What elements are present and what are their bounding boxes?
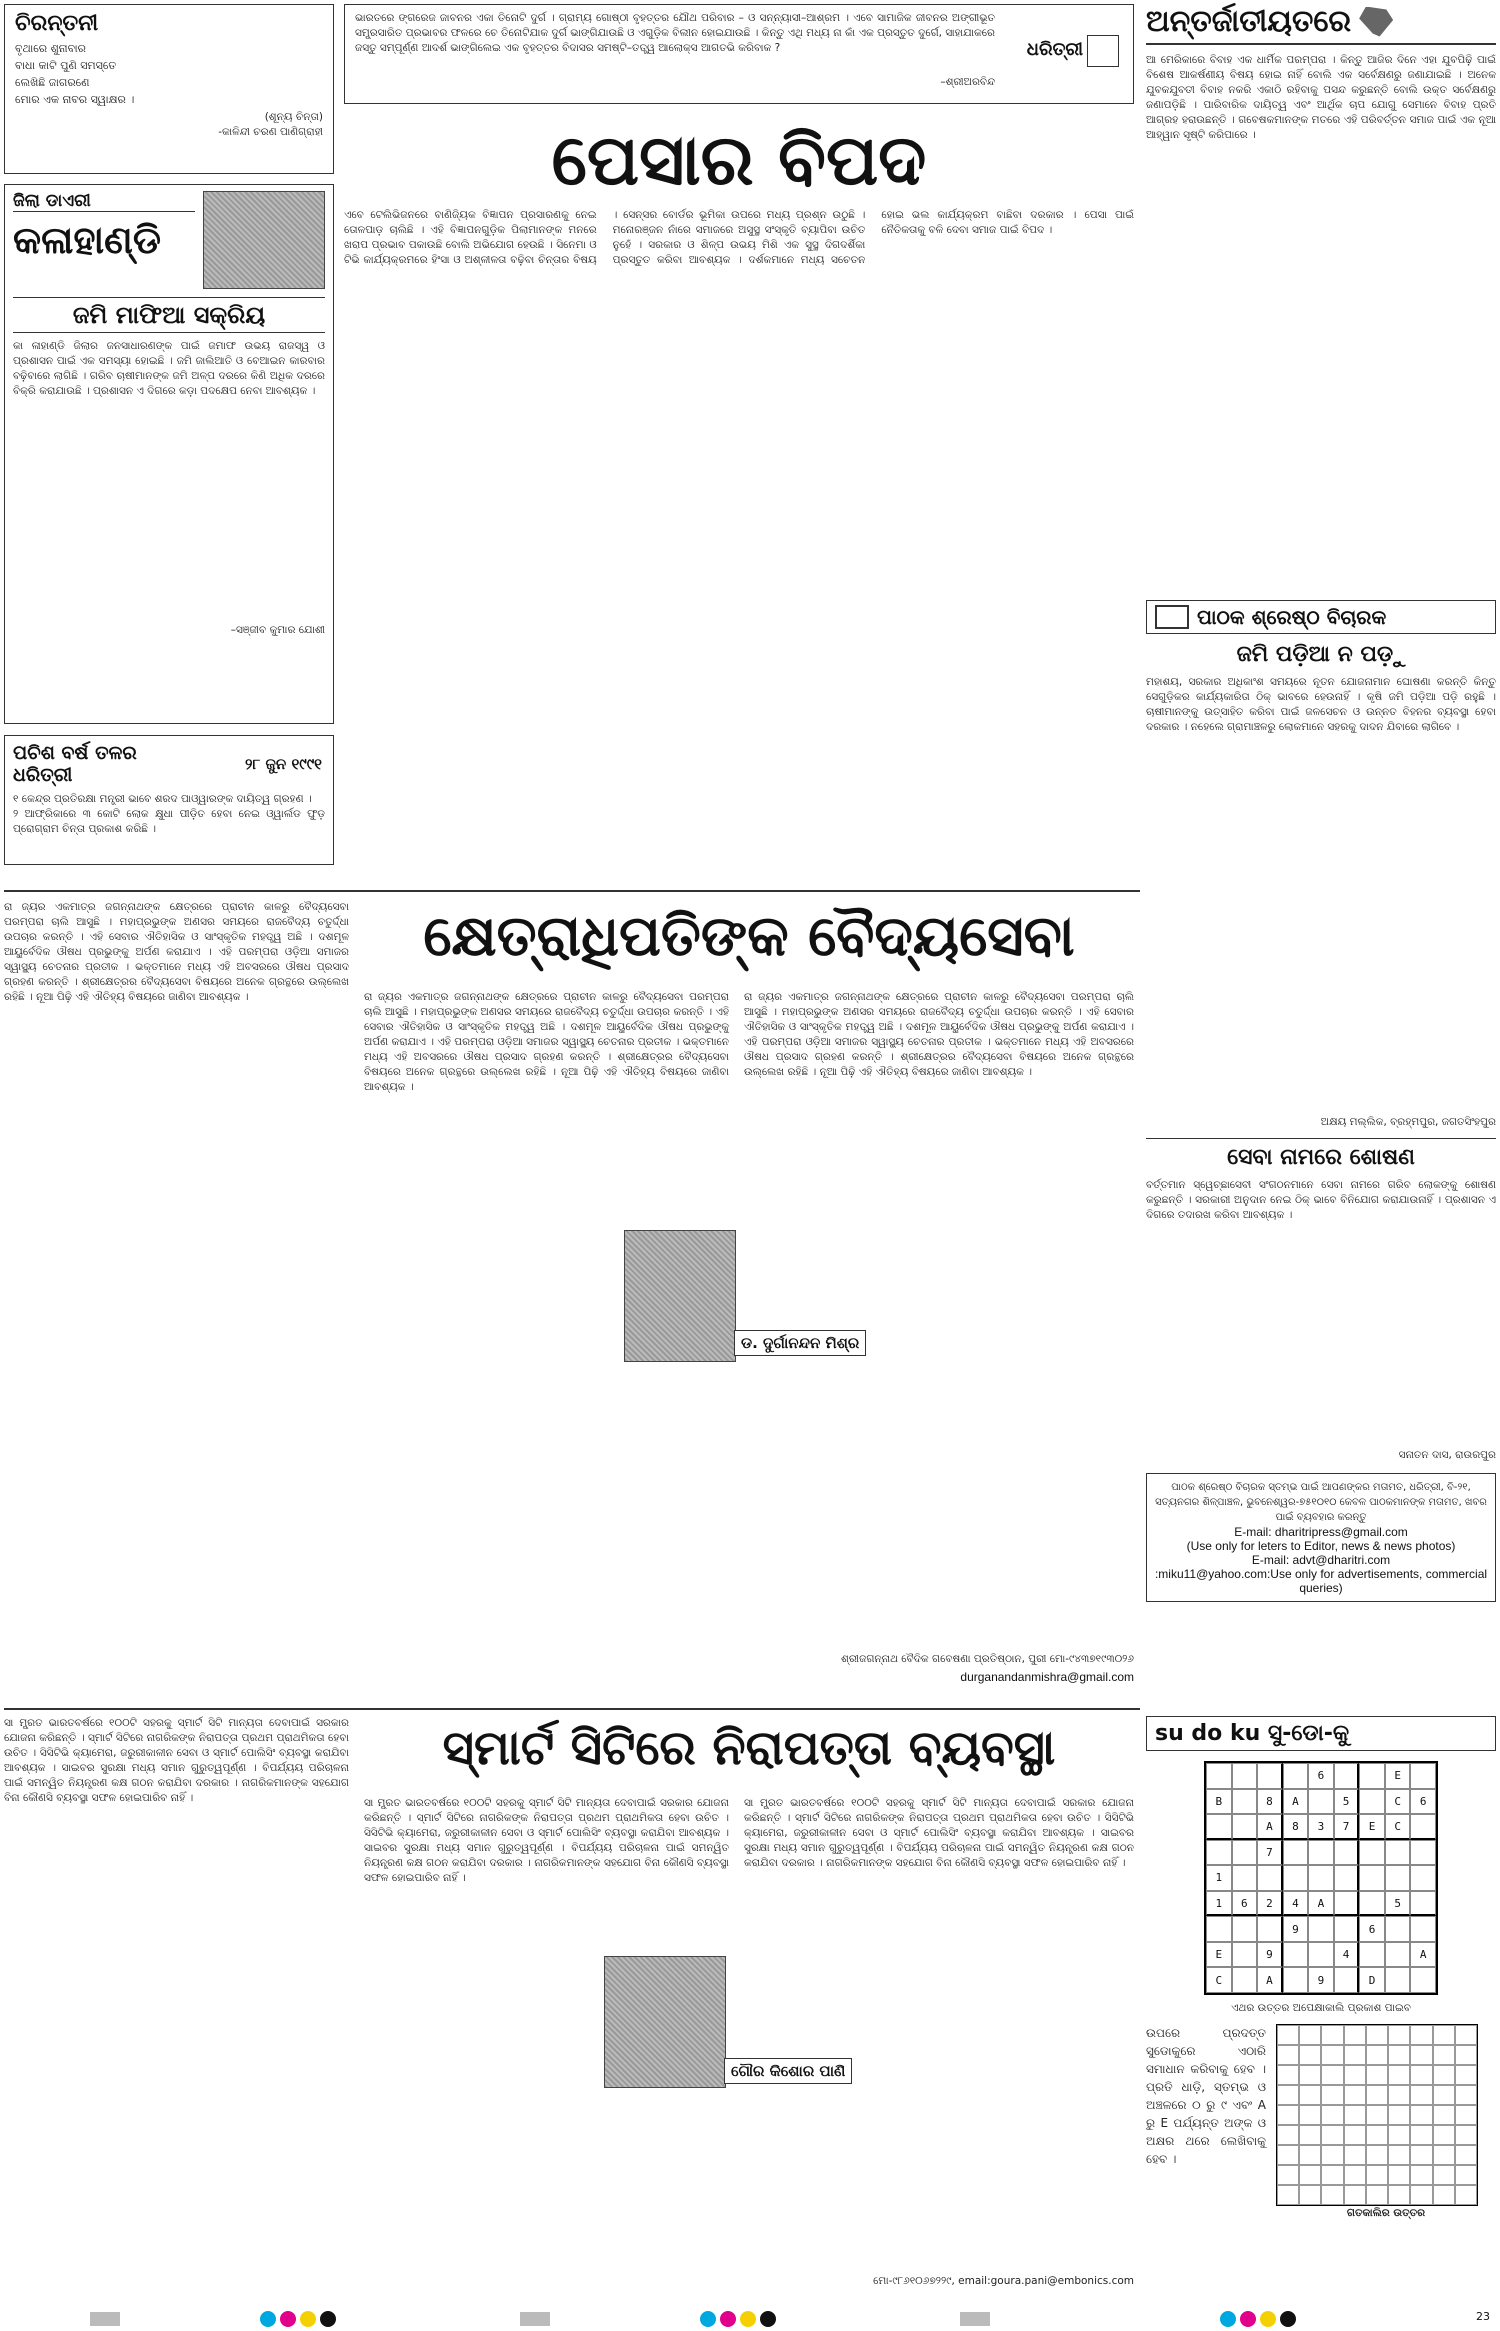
sudoku-cell[interactable]: 1 — [1206, 1865, 1232, 1891]
sudoku-title: su do ku ସୁ-ଡୋ-କୁ — [1146, 1716, 1496, 1751]
sudoku-cell[interactable]: D — [1359, 1967, 1385, 1993]
letter2-text: ବର୍ତ୍ତମାନ ସ୍ୱେଚ୍ଛାସେବୀ ସଂଗଠନମାନେ ସେବା ନାମରେ ଗରିବ ଲୋକଙ୍କୁ ଶୋଷଣ କରୁଛନ୍ତି । ସରକାରୀ ଅନୁଦାନ ନେଇ ଠିକ୍ ଭାବେ ବିନିଯୋଗ କରାଯାଉନାହିଁ । ପ୍ରଶାସନ ଏ ଦିଗରେ ତଦାରଖ କରିବା ଆବଶ୍ୟକ । — [1146, 1179, 1496, 1221]
smart-city-text-col1: ସା ମ୍ପ୍ରତ ଭାରତବର୍ଷରେ ୧୦୦ଟି ସହରକୁ ସ୍ମାର୍ଟ ସିଟି ମାନ୍ୟତା ଦେବାପାଇଁ ସରକାର ଯୋଜନା କରିଛନ୍ତି । ସ୍ମାର୍ଟ ସିଟିରେ ନାଗରିକଙ୍କ ନିରାପତ୍ତା ପ୍ରଥମ ପ୍ରାଥମିକତା ହେବା ଉଚିତ । ସିସିଟିଭି କ୍ୟାମେରା, ଜରୁରୀକାଳୀନ ସେବା ଓ ସ୍ମାର୍ଟ ପୋଲିସିଂ ବ୍ୟବସ୍ଥା କରାଯିବା ଆବଶ୍ୟକ । ସାଇବର ସୁରକ୍ଷା ମଧ୍ୟ ସମାନ ଗୁରୁତ୍ୱପୂର୍ଣ୍ଣ । ବିପର୍ଯ୍ୟୟ ପରିଚାଳନା ପାଇଁ ସମନ୍ୱିତ ନିୟନ୍ତ୍ରଣ କକ୍ଷ ଗଠନ କରାଯିବା ଦରକାର । ନାଗରିକମାନଙ୍କ ସହଯୋଗ ବିନା କୌଣସି ବ୍ୟବସ୍ଥା ସଫଳ ହୋଇପାରିବ ନାହିଁ । — [4, 1717, 349, 1804]
sudoku-cell[interactable] — [1232, 1814, 1258, 1840]
sudoku-cell[interactable] — [1359, 1942, 1385, 1968]
contact-address: ପାଠକ ଶ୍ରେଷ୍ଠ ବିଚାରକ ସ୍ତମ୍ଭ ପାଇଁ ଆପଣଙ୍କର ମତାମତ, ଧରିତ୍ରୀ, ବି-୨୧, ସତ୍ୟନଗର ଶିଳ୍ପାଞ୍ଚଳ, ଭୁବନେଶ୍ୱର-୭୫୧୦୧୦ କେବଳ ପାଠକମାନଙ୍କ ମତାମତ, ଖବର ପାଇଁ ବ୍ୟବହାର କରନ୍ତୁ — [1155, 1482, 1487, 1523]
jilla-diary-author: –ସଞ୍ଜୀବ କୁମାର ଯୋଶୀ — [230, 624, 325, 636]
antarjatika-text: ଆ ମେରିକାରେ ବିବାହ ଏକ ଧାର୍ମିକ ପରମ୍ପରା । କିନ୍ତୁ ଆଜିର ଦିନେ ଏହା ଯୁବପିଢ଼ି ପାଇଁ ବିଶେଷ ଆକର୍ଷଣୀୟ ବିଷୟ ହୋଇ ନାହିଁ ବୋଲି ଏକ ସର୍ବେକ୍ଷଣରୁ ଜଣାଯାଇଛି । ଅନେକ ଯୁବକଯୁବତୀ ବିବାହ ନକରି ଏକାଠି ରହିବାକୁ ପସନ୍ଦ କରୁଛନ୍ତି ବୋଲି ଉକ୍ତ ସର୍ବେକ୍ଷଣରୁ ଜଣାପଡ଼ିଛି । ପାରିବାରିକ ଦାୟିତ୍ୱ ଏବଂ ଆର୍ଥିକ ଚାପ ଯୋଗୁ ସେମାନେ ବିବାହ ପ୍ରତି ଆଗ୍ରହ ହରାଉଛନ୍ତି । ଗବେଷକମାନଙ୍କ ମତରେ ଏହି ପରିବର୍ତ୍ତନ ସମାଜ ପାଇଁ ଏକ ନୂଆ ଆହ୍ୱାନ ସୃଷ୍ଟି କରିପାରେ । — [1146, 54, 1496, 141]
sudoku-cell[interactable]: 5 — [1334, 1789, 1360, 1815]
sudoku-cell[interactable]: A — [1410, 1942, 1436, 1968]
solution-cell — [1321, 2185, 1343, 2205]
solution-cell — [1277, 2045, 1299, 2065]
letter2-title: ସେବା ନାମରେ ଶୋଷଣ — [1146, 1138, 1496, 1170]
sudoku-cell[interactable]: E — [1359, 1814, 1385, 1840]
solution-cell — [1388, 2145, 1410, 2165]
sudoku-cell[interactable] — [1359, 1891, 1385, 1917]
solution-cell — [1410, 2065, 1432, 2085]
kshetra-address: ଶ୍ରୀଜଗନ୍ନାଥ ବୈଦିକ ଗବେଷଣା ପ୍ରତିଷ୍ଠାନ, ପୁରୀ ମୋ-୯୪୩୭୧୯୩୦୨୬ — [841, 1653, 1134, 1665]
previous-sudoku-solution — [1276, 2024, 1478, 2206]
print-marks-footer — [0, 2306, 1500, 2331]
solution-cell — [1455, 2185, 1477, 2205]
sudoku-cell[interactable]: 6 — [1410, 1789, 1436, 1815]
pachisa-barsha-date: ୨୮ ଜୁନ ୧୯୯୧ — [245, 755, 322, 773]
sudoku-cell[interactable] — [1232, 1865, 1258, 1891]
solution-cell — [1366, 2025, 1388, 2045]
solution-cell — [1321, 2065, 1343, 2085]
solution-cell — [1388, 2025, 1410, 2045]
solution-cell — [1455, 2085, 1477, 2105]
sudoku-cell[interactable]: A — [1308, 1891, 1334, 1917]
sudoku-cell[interactable] — [1206, 1916, 1232, 1942]
solution-cell — [1344, 2105, 1366, 2125]
letter1-title: ଜମି ପଡ଼ିଆ ନ ପଡ଼ୁ — [1236, 642, 1406, 667]
solution-cell — [1344, 2165, 1366, 2185]
kshetra-email[interactable]: durganandanmishra@gmail.com — [960, 1670, 1134, 1684]
sudoku-grid[interactable] — [1204, 1761, 1438, 1995]
solution-cell — [1455, 2045, 1477, 2065]
sudoku-cell[interactable]: A — [1283, 1789, 1309, 1815]
smart-city-text-col3: ସା ମ୍ପ୍ରତ ଭାରତବର୍ଷରେ ୧୦୦ଟି ସହରକୁ ସ୍ମାର୍ଟ ସିଟି ମାନ୍ୟତା ଦେବାପାଇଁ ସରକାର ଯୋଜନା କରିଛନ୍ତି । ସ୍ମାର୍ଟ ସିଟିରେ ନାଗରିକଙ୍କ ନିରାପତ୍ତା ପ୍ରଥମ ପ୍ରାଥମିକତା ହେବା ଉଚିତ । ସିସିଟିଭି କ୍ୟାମେରା, ଜରୁରୀକାଳୀନ ସେବା ଓ ସ୍ମାର୍ଟ ପୋଲିସିଂ ବ୍ୟବସ୍ଥା କରାଯିବା ଆବଶ୍ୟକ । ସାଇବର ସୁରକ୍ଷା ମଧ୍ୟ ସମାନ ଗୁରୁତ୍ୱପୂର୍ଣ୍ଣ । ବିପର୍ଯ୍ୟୟ ପରିଚାଳନା ପାଇଁ ସମନ୍ୱିତ ନିୟନ୍ତ୍ରଣ କକ୍ଷ ଗଠନ କରାଯିବା ଦରକାର । ନାଗରିକମାନଙ୍କ ସହଯୋଗ ବିନା କୌଣସି ବ୍ୟବସ୍ଥା ସଫଳ ହୋଇପାରିବ ନାହିଁ । — [744, 1797, 1134, 1869]
sudoku-cell[interactable] — [1359, 1865, 1385, 1891]
sudoku-cell[interactable]: 4 — [1283, 1891, 1309, 1917]
sudoku-cell[interactable] — [1232, 1967, 1258, 1993]
letter1-author: ଅକ୍ଷୟ ମଲ୍ଲିକ, ବ୍ରହ୍ମପୁର, ଜଗତସିଂହପୁର — [1320, 1116, 1496, 1128]
smart-city-author: ଗୌର କିଶୋର ପାଣି — [724, 2058, 852, 2084]
solution-cell — [1299, 2025, 1321, 2045]
sudoku-cell[interactable] — [1410, 1967, 1436, 1993]
contact-email2[interactable]: E-mail: advt@dharitri.com — [1251, 1553, 1391, 1567]
contact-box — [1146, 1473, 1496, 1602]
dharitri-logo: ଧରିତ୍ରୀ — [1026, 39, 1083, 60]
solution-cell — [1433, 2065, 1455, 2085]
sudoku-cell[interactable] — [1232, 1916, 1258, 1942]
sudoku-cell[interactable] — [1206, 1840, 1232, 1866]
yellow-dot — [300, 2311, 316, 2327]
envelope-icon — [1155, 605, 1189, 629]
sudoku-cell[interactable]: 8 — [1283, 1814, 1309, 1840]
black-dot — [320, 2311, 336, 2327]
sudoku-cell[interactable] — [1410, 1865, 1436, 1891]
solution-cell — [1321, 2045, 1343, 2065]
solution-cell — [1321, 2145, 1343, 2165]
solution-cell — [1344, 2145, 1366, 2165]
letter1-text: ମହାଶୟ, ସରକାର ଅଧିକାଂଶ ସମୟରେ ନୂତନ ଯୋଜନାମାନ ଘୋଷଣା କରନ୍ତି କିନ୍ତୁ ସେଗୁଡ଼ିକର କାର୍ଯ୍ୟକାରିତା ଠିକ୍ ଭାବରେ ହେଉନାହିଁ । କୃଷି ଜମି ପଡ଼ିଆ ପଡ଼ି ରହୁଛି । ଚାଷୀମାନଙ୍କୁ ଉତ୍ସାହିତ କରିବା ପାଇଁ ଜଳସେଚନ ଓ ଉନ୍ନତ ବିହନର ବ୍ୟବସ୍ଥା ହେବା ଦରକାର । ନହେଲେ ଗ୍ରାମାଞ୍ଚଳରୁ ଲୋକମାନେ ସହରକୁ ଦାଦନ ଯିବାରେ ଲାଗିବେ । — [1146, 676, 1496, 733]
solution-cell — [1410, 2025, 1432, 2045]
grey-bar — [90, 2312, 120, 2326]
solution-cell — [1321, 2165, 1343, 2185]
sudoku-cell[interactable] — [1410, 1763, 1436, 1789]
sudoku-cell[interactable] — [1334, 1891, 1360, 1917]
sudoku-cell[interactable]: 7 — [1257, 1840, 1283, 1866]
solution-cell — [1433, 2145, 1455, 2165]
sudoku-cell[interactable] — [1257, 1916, 1283, 1942]
dharitri-emblem-icon — [1087, 35, 1119, 67]
solution-cell — [1455, 2125, 1477, 2145]
sudoku-cell[interactable] — [1334, 1763, 1360, 1789]
solution-cell — [1455, 2025, 1477, 2045]
sudoku-cell[interactable]: E — [1206, 1942, 1232, 1968]
solution-cell — [1277, 2025, 1299, 2045]
temple-photo — [203, 191, 325, 289]
sudoku-cell[interactable] — [1359, 1789, 1385, 1815]
solution-cell — [1299, 2185, 1321, 2205]
jilla-diary-headline: ଜମି ମାଫିଆ ସକ୍ରିୟ — [13, 297, 325, 333]
solution-cell — [1455, 2105, 1477, 2125]
sudoku-cell[interactable] — [1385, 1942, 1411, 1968]
solution-cell — [1366, 2145, 1388, 2165]
pathaka-heading: ପାଠକ ଶ୍ରେଷ୍ଠ ବିଚାରକ — [1197, 605, 1387, 629]
page-number: 23 — [1476, 2310, 1490, 2323]
solution-cell — [1277, 2185, 1299, 2205]
solution-cell — [1277, 2165, 1299, 2185]
black-dot — [1280, 2311, 1296, 2327]
sudoku-cell[interactable] — [1206, 1763, 1232, 1789]
sudoku-cell[interactable] — [1385, 1967, 1411, 1993]
sudoku-cell[interactable]: 6 — [1308, 1763, 1334, 1789]
sudoku-cell[interactable] — [1334, 1840, 1360, 1866]
chirantani-author: -କାଳିନ୍ଦୀ ଚରଣ ପାଣିଗ୍ରାହୀ — [218, 126, 323, 138]
sudoku-cell[interactable]: E — [1385, 1763, 1411, 1789]
solution-cell — [1388, 2045, 1410, 2065]
sudoku-cell[interactable] — [1359, 1840, 1385, 1866]
solution-cell — [1344, 2065, 1366, 2085]
solution-cell — [1410, 2165, 1432, 2185]
sudoku-cell[interactable] — [1232, 1763, 1258, 1789]
sudoku-instructions: ଉପରେ ପ୍ରଦତ୍ତ ସୁଡୋକୁରେ ଏଠାରି ସମାଧାନ କରିବାକୁ ହେବ । ପ୍ରତି ଧାଡ଼ି, ସ୍ତମ୍ଭ ଓ ଅଞ୍ଚଳରେ ୦ ରୁ ୯ ଏବଂ A ରୁ E ପର୍ଯ୍ୟନ୍ତ ଅଙ୍କ ଓ ଅକ୍ଷର ଥରେ ଲେଖିବାକୁ ହେବ । — [1146, 2026, 1266, 2166]
solution-cell — [1366, 2105, 1388, 2125]
kshetra-author: ଡ. ଦୁର୍ଗାନନ୍ଦନ ମିଶ୍ର — [734, 1330, 866, 1356]
sudoku-cell[interactable]: 4 — [1334, 1942, 1360, 1968]
solution-cell — [1410, 2145, 1432, 2165]
solution-cell — [1277, 2145, 1299, 2165]
sudoku-cell[interactable] — [1308, 1916, 1334, 1942]
sudoku-cell[interactable] — [1334, 1865, 1360, 1891]
sudoku-cell[interactable] — [1334, 1916, 1360, 1942]
solution-cell — [1410, 2085, 1432, 2105]
grey-bar — [520, 2312, 550, 2326]
sudoku-cell[interactable] — [1385, 1840, 1411, 1866]
solution-cell — [1277, 2105, 1299, 2125]
solution-cell — [1366, 2085, 1388, 2105]
solution-cell — [1455, 2145, 1477, 2165]
solution-cell — [1410, 2185, 1432, 2205]
solution-cell — [1410, 2125, 1432, 2145]
solution-cell — [1321, 2105, 1343, 2125]
sudoku-cell[interactable]: 7 — [1334, 1814, 1360, 1840]
sudoku-section — [1146, 1716, 1496, 2296]
sudoku-cell[interactable] — [1283, 1763, 1309, 1789]
solution-cell — [1433, 2165, 1455, 2185]
solution-cell — [1366, 2185, 1388, 2205]
sudoku-cell[interactable]: A — [1257, 1967, 1283, 1993]
sudoku-cell[interactable] — [1283, 1840, 1309, 1866]
solution-cell — [1433, 2125, 1455, 2145]
solution-cell — [1410, 2045, 1432, 2065]
solution-cell — [1344, 2025, 1366, 2045]
sudoku-cell[interactable] — [1308, 1789, 1334, 1815]
sudoku-cell[interactable] — [1232, 1840, 1258, 1866]
dharitri-quote-author: –ଶ୍ରୀଅରବିନ୍ଦ — [940, 76, 995, 88]
solution-cell — [1366, 2045, 1388, 2065]
antarjatika-heading: ଅନ୍ତର୍ଜାତୀୟତରେ — [1146, 4, 1352, 39]
jilla-diary-box — [4, 184, 334, 724]
sudoku-cell[interactable]: 9 — [1257, 1942, 1283, 1968]
pesara-bipada-text: ଏବେ ଟେଲିଭିଜନରେ ବାଣିଜ୍ୟିକ ବିଜ୍ଞାପନ ପ୍ରସାରଣକୁ ନେଇ ତୋଳପାଡ଼ ଚାଲିଛି । ଏହି ବିଜ୍ଞାପନଗୁଡ଼ିକ ପିଲାମାନଙ୍କ ମନରେ ଖରାପ ପ୍ରଭାବ ପକାଉଛି ବୋଲି ଅଭିଯୋଗ ହେଉଛି । ସିନେମା ଓ ଟିଭି କାର୍ଯ୍ୟକ୍ରମରେ ହିଂସା ଓ ଅଶ୍ଳୀଳତା ବଢ଼ିବା ଚିନ୍ତାର ବିଷୟ । ସେନ୍ସର ବୋର୍ଡର ଭୂମିକା ଉପରେ ମଧ୍ୟ ପ୍ରଶ୍ନ ଉଠୁଛି । ମନୋରଞ୍ଜନ ନାଁରେ ସମାଜରେ ଅସୁସ୍ଥ ସଂସ୍କୃତି ବ୍ୟାପିବା ଉଚିତ ନୁହେଁ । ସରକାର ଓ ଶିଳ୍ପ ଉଭୟ ମିଶି ଏକ ସୁସ୍ଥ ଦିଗଦର୍ଶିକା ପ୍ରସ୍ତୁତ କରିବା ଆବଶ୍ୟକ । ଦର୍ଶକମାନେ ମଧ୍ୟ ସଚେତନ ହୋଇ ଭଲ କାର୍ଯ୍ୟକ୍ରମ ବାଛିବା ଦରକାର । ପେସା ପାଇଁ ନୈତିକତାକୁ ବଳି ଦେବା ସମାଜ ପାଇଁ ବିପଦ । — [344, 209, 1134, 266]
sudoku-cell[interactable]: 9 — [1283, 1916, 1309, 1942]
solution-cell — [1277, 2065, 1299, 2085]
sudoku-cell[interactable]: 1 — [1206, 1891, 1232, 1917]
india-map-icon — [1359, 7, 1393, 37]
sudoku-cell[interactable]: 3 — [1308, 1814, 1334, 1840]
sudoku-cell[interactable] — [1410, 1916, 1436, 1942]
solution-cell — [1388, 2065, 1410, 2085]
sudoku-cell[interactable] — [1410, 1814, 1436, 1840]
sudoku-cell[interactable] — [1308, 1840, 1334, 1866]
antarjatika-section — [1146, 4, 1496, 594]
kshetra-text-col2: ରା ଜ୍ୟର ଏକମାତ୍ର ଜଗନ୍ନାଥଙ୍କ କ୍ଷେତ୍ରରେ ପ୍ରାଚୀନ କାଳରୁ ବୈଦ୍ୟସେବା ପରମ୍ପରା ଚାଲି ଆସୁଛି । ମହାପ୍ରଭୁଙ୍କ ଅଣସର ସମୟରେ ରାଜବୈଦ୍ୟ ଚତୁର୍ଦ୍ଦ୍ଧା ଉପଚାର କରନ୍ତି । ଏହି ସେବାର ଐତିହାସିକ ଓ ସାଂସ୍କୃତିକ ମହତ୍ତ୍ୱ ଅଛି । ଦଶମୂଳ ଆୟୁର୍ବେଦିକ ଔଷଧ ପ୍ରଭୁଙ୍କୁ ଅର୍ପଣ କରାଯାଏ । ଏହି ପରମ୍ପରା ଓଡ଼ିଆ ସମାଜର ସ୍ୱାସ୍ଥ୍ୟ ଚେତନାର ପ୍ରତୀକ । ଭକ୍ତମାନେ ମଧ୍ୟ ଏହି ଅବସରରେ ଔଷଧ ପ୍ରସାଦ ଗ୍ରହଣ କରନ୍ତି । ଶ୍ରୀକ୍ଷେତ୍ରର ବୈଦ୍ୟସେବା ବିଷୟରେ ଅନେକ ଗ୍ରନ୍ଥରେ ଉଲ୍ଲେଖ ରହିଛି । ନୂଆ ପିଢ଼ି ଏହି ଐତିହ୍ୟ ବିଷୟରେ ଜାଣିବା ଆବଶ୍ୟକ । — [364, 991, 729, 1093]
sudoku-cell[interactable] — [1410, 1891, 1436, 1917]
black-dot — [760, 2311, 776, 2327]
sudoku-cell[interactable] — [1232, 1942, 1258, 1968]
pachisa-barsha-label: ପଚିଶ ବର୍ଷ ତଳର ଧରିତ୍ରୀ — [13, 742, 137, 786]
pachisa-barsha-text: ୧ କେନ୍ଦ୍ର ପ୍ରତିରକ୍ଷା ମନ୍ତ୍ରୀ ଭାବେ ଶରଦ ପାଓ୍ୱାରଙ୍କ ଦାୟିତ୍ୱ ଗ୍ରହଣ । ୨ ଆଫ୍ରିକାରେ ୩ କୋଟି ଲୋକ କ୍ଷୁଧା ପୀଡ଼ିତ ହେବା ନେଇ ଓ୍ୱାର୍ଲଡ ଫୁଡ଼ ପ୍ରୋଗ୍ରାମ ଚିନ୍ତା ପ୍ରକାଶ କରିଛି । — [13, 793, 325, 835]
sudoku-cell[interactable]: 6 — [1232, 1891, 1258, 1917]
contact-email3[interactable]: :miku11@yahoo.com:Use only for advertisements, commercial queries) — [1154, 1567, 1488, 1595]
jilla-diary-label: ଜିଲା ଡାଏରୀ — [13, 191, 195, 212]
author-photo-goura — [604, 1956, 726, 2088]
solution-cell — [1321, 2085, 1343, 2105]
magenta-dot — [720, 2311, 736, 2327]
solution-cell — [1433, 2045, 1455, 2065]
solution-cell — [1344, 2085, 1366, 2105]
section-divider-2 — [4, 1708, 1140, 1710]
pachisa-barsha-box — [4, 735, 334, 865]
sudoku-cell[interactable]: 8 — [1257, 1789, 1283, 1815]
solution-cell — [1299, 2105, 1321, 2125]
solution-cell — [1277, 2125, 1299, 2145]
chirantani-source: (ଶୂନ୍ୟ ଚିନ୍ତା) — [264, 111, 323, 123]
solution-cell — [1388, 2125, 1410, 2145]
pesara-bipada-section — [344, 112, 1134, 882]
solution-cell — [1299, 2145, 1321, 2165]
sudoku-cell[interactable]: 6 — [1359, 1916, 1385, 1942]
yellow-dot — [740, 2311, 756, 2327]
sudoku-cell[interactable] — [1385, 1865, 1411, 1891]
district-name: କଳାହାଣ୍ଡି — [13, 218, 162, 262]
sudoku-cell[interactable] — [1385, 1916, 1411, 1942]
sudoku-cell[interactable] — [1410, 1840, 1436, 1866]
solution-cell — [1344, 2125, 1366, 2145]
solution-cell — [1455, 2165, 1477, 2185]
jilla-diary-text: କା ଳାହାଣ୍ଡି ଜିଲାର ଜନସାଧାରଣଙ୍କ ପାଇଁ ଜମାଫ ଉଭୟ ରାଜସ୍ୱ ଓ ପ୍ରଶାସନ ପାଇଁ ଏକ ସମସ୍ୟା ହୋଇଛି । ଜମି ଜାଲିଆତି ଓ ବେଆଇନ କାରବାର ବଢ଼ିବାରେ ଲାଗିଛି । ଗରିବ ଚାଷୀମାନଙ୍କ ଜମି ଅଳ୍ପ ଦରରେ କିଣି ଅଧିକ ଦରରେ ବିକ୍ରି କରାଯାଉଛି । ପ୍ରଶାସନ ଏ ଦିଗରେ କଡ଼ା ପଦକ୍ଷେପ ନେବା ଆବଶ୍ୟକ । — [13, 340, 325, 397]
cyan-dot — [260, 2311, 276, 2327]
smart-city-headline: ସ୍ମାର୍ଟ ସିଟିରେ ନିରାପତ୍ତା ବ୍ୟବସ୍ଥା — [442, 1720, 1056, 1776]
smart-city-text-col2: ସା ମ୍ପ୍ରତ ଭାରତବର୍ଷରେ ୧୦୦ଟି ସହରକୁ ସ୍ମାର୍ଟ ସିଟି ମାନ୍ୟତା ଦେବାପାଇଁ ସରକାର ଯୋଜନା କରିଛନ୍ତି । ସ୍ମାର୍ଟ ସିଟିରେ ନାଗରିକଙ୍କ ନିରାପତ୍ତା ପ୍ରଥମ ପ୍ରାଥମିକତା ହେବା ଉଚିତ । ସିସିଟିଭି କ୍ୟାମେରା, ଜରୁରୀକାଳୀନ ସେବା ଓ ସ୍ମାର୍ଟ ପୋଲିସିଂ ବ୍ୟବସ୍ଥା କରାଯିବା ଆବଶ୍ୟକ । ସାଇବର ସୁରକ୍ଷା ମଧ୍ୟ ସମାନ ଗୁରୁତ୍ୱପୂର୍ଣ୍ଣ । ବିପର୍ଯ୍ୟୟ ପରିଚାଳନା ପାଇଁ ସମନ୍ୱିତ ନିୟନ୍ତ୍ରଣ କକ୍ଷ ଗଠନ କରାଯିବା ଦରକାର । ନାଗରିକମାନଙ୍କ ସହଯୋଗ ବିନା କୌଣସି ବ୍ୟବସ୍ଥା ସଫଳ ହୋଇପାରିବ ନାହିଁ । — [364, 1797, 729, 1884]
magenta-dot — [280, 2311, 296, 2327]
solution-cell — [1299, 2085, 1321, 2105]
yellow-dot — [1260, 2311, 1276, 2327]
solution-cell — [1299, 2165, 1321, 2185]
chirantani-text: ବୃଥାରେ ଶୁନାବାର ବାଧା କାଟି ପୁଣି ସମସ୍ତେ ଲେଖିଛି ଜାଗରଣେ ମୋର ଏକ ନାବର ସ୍ୱାକ୍ଷର । — [15, 42, 135, 106]
solution-cell — [1366, 2125, 1388, 2145]
solution-cell — [1388, 2105, 1410, 2125]
sudoku-cell[interactable] — [1206, 1814, 1232, 1840]
pesara-bipada-headline: ପେସାର ବିପଦ — [551, 119, 927, 201]
solution-cell — [1433, 2185, 1455, 2205]
sudoku-cell[interactable] — [1232, 1789, 1258, 1815]
kshetra-text-col3: ରା ଜ୍ୟର ଏକମାତ୍ର ଜଗନ୍ନାଥଙ୍କ କ୍ଷେତ୍ରରେ ପ୍ରାଚୀନ କାଳରୁ ବୈଦ୍ୟସେବା ପରମ୍ପରା ଚାଲି ଆସୁଛି । ମହାପ୍ରଭୁଙ୍କ ଅଣସର ସମୟରେ ରାଜବୈଦ୍ୟ ଚତୁର୍ଦ୍ଦ୍ଧା ଉପଚାର କରନ୍ତି । ଏହି ସେବାର ଐତିହାସିକ ଓ ସାଂସ୍କୃତିକ ମହତ୍ତ୍ୱ ଅଛି । ଦଶମୂଳ ଆୟୁର୍ବେଦିକ ଔଷଧ ପ୍ରଭୁଙ୍କୁ ଅର୍ପଣ କରାଯାଏ । ଏହି ପରମ୍ପରା ଓଡ଼ିଆ ସମାଜର ସ୍ୱାସ୍ଥ୍ୟ ଚେତନାର ପ୍ରତୀକ । ଭକ୍ତମାନେ ମଧ୍ୟ ଏହି ଅବସରରେ ଔଷଧ ପ୍ରସାଦ ଗ୍ରହଣ କରନ୍ତି । ଶ୍ରୀକ୍ଷେତ୍ରର ବୈଦ୍ୟସେବା ବିଷୟରେ ଅନେକ ଗ୍ରନ୍ଥରେ ଉଲ୍ଲେଖ ରହିଛି । ନୂଆ ପିଢ଼ି ଏହି ଐତିହ୍ୟ ବିଷୟରେ ଜାଣିବା ଆବଶ୍ୟକ । — [744, 991, 1134, 1078]
sudoku-caption: ଏଥର ଉତ୍ତର ଅପେକ୍ଷାକାଲି ପ୍ରକାଶ ପାଇବ — [1231, 2002, 1411, 2014]
smart-city-contact[interactable]: ମୋ-୯୮୬୧୦୬୭୨୨୯, email:goura.pani@embonics.com — [873, 2275, 1134, 2287]
solution-cell — [1299, 2045, 1321, 2065]
sudoku-cell[interactable] — [1283, 1865, 1309, 1891]
chirantani-box — [4, 4, 334, 174]
chirantani-title: ଚିରନ୍ତନୀ — [15, 11, 99, 36]
solution-cell — [1433, 2085, 1455, 2105]
solution-cell — [1455, 2065, 1477, 2085]
sudoku-cell[interactable] — [1257, 1865, 1283, 1891]
magenta-dot — [1240, 2311, 1256, 2327]
solution-cell — [1299, 2125, 1321, 2145]
kshetra-headline: କ୍ଷେତ୍ରାଧିପତିଙ୍କ ବୈଦ୍ୟସେବା — [423, 904, 1075, 969]
solution-cell — [1366, 2165, 1388, 2185]
solution-cell — [1388, 2185, 1410, 2205]
sudoku-cell[interactable]: A — [1257, 1814, 1283, 1840]
sudoku-cell[interactable] — [1334, 1967, 1360, 1993]
sudoku-cell[interactable] — [1308, 1865, 1334, 1891]
dharitri-quote-text: ଭାରତରେ ଙ୍ଗରେଜ ଜାବନର ଏକା ତିନୋଟି ଦୁର୍ଗ । ଗ୍ରାମ୍ୟ ଗୋଷ୍ଠୀ ବୃହତ୍ତର ଯୌଥ ପରିବାର – ଓ ସନ୍ନ୍ୟାସୀ–ଆଶ୍ରମ । ଏବେ ସାମାଜିକ ଜୀବନର ଅଙ୍ଗୀଭୂତ ସମ୍ପ୍ରସାରିତ ପ୍ରଭାବର ଫଳରେ ଚେ ତିନୋଟିଯାକ ଦୁର୍ଗ ଭାଙ୍ଗିଯାଉଛି ଓ ଏଗୁଡ଼ିକ ବିଲୀନ ହୋଇଯାଉଛି । କିନ୍ତୁ ଏଥି ମଧ୍ୟ ନା କାଁ ଏକ ପ୍ରସ୍ତୁତ ଦୁର୍ଗେ, ସାହାଯାକରେ ଜସ୍ତୁ ସମ୍ପୂର୍ଣ୍ଣ ଆଦର୍ଶ ଭାଙ୍ଗିଲେଇ ଏକ ବୃହତ୍ତର ବିଦାସର ସମଷ୍ଟି–ତତ୍ତ୍ୱ ଆଲୋକ୍ସ ଆଗତଭି କରିବାକ ? — [355, 12, 995, 54]
previous-solution-title: ଗତକାଲିର ଉତ୍ତର — [1346, 2207, 1426, 2219]
solution-cell — [1433, 2025, 1455, 2045]
solution-cell — [1366, 2065, 1388, 2085]
sudoku-cell[interactable] — [1308, 1942, 1334, 1968]
contact-email1[interactable]: E-mail: dharitripress@gmail.com — [1234, 1525, 1408, 1539]
section-divider — [4, 890, 1140, 892]
solution-cell — [1344, 2185, 1366, 2205]
sudoku-cell[interactable]: 5 — [1385, 1891, 1411, 1917]
solution-cell — [1277, 2085, 1299, 2105]
sudoku-cell[interactable]: C — [1385, 1789, 1411, 1815]
contact-email1-note: (Use only for leters to Editor, news & news photos) — [1186, 1539, 1456, 1553]
sudoku-cell[interactable]: 2 — [1257, 1891, 1283, 1917]
solution-cell — [1388, 2085, 1410, 2105]
sudoku-cell[interactable]: B — [1206, 1789, 1232, 1815]
solution-cell — [1321, 2025, 1343, 2045]
sudoku-cell[interactable]: C — [1206, 1967, 1232, 1993]
sudoku-cell[interactable]: C — [1385, 1814, 1411, 1840]
solution-cell — [1299, 2065, 1321, 2085]
pathaka-section — [1146, 600, 1496, 1710]
solution-cell — [1388, 2165, 1410, 2185]
sudoku-cell[interactable] — [1283, 1967, 1309, 1993]
cyan-dot — [1220, 2311, 1236, 2327]
solution-cell — [1410, 2105, 1432, 2125]
sudoku-cell[interactable] — [1359, 1763, 1385, 1789]
kshetra-text-col1: ରା ଜ୍ୟର ଏକମାତ୍ର ଜଗନ୍ନାଥଙ୍କ କ୍ଷେତ୍ରରେ ପ୍ରାଚୀନ କାଳରୁ ବୈଦ୍ୟସେବା ପରମ୍ପରା ଚାଲି ଆସୁଛି । ମହାପ୍ରଭୁଙ୍କ ଅଣସର ସମୟରେ ରାଜବୈଦ୍ୟ ଚତୁର୍ଦ୍ଦ୍ଧା ଉପଚାର କରନ୍ତି । ଏହି ସେବାର ଐତିହାସିକ ଓ ସାଂସ୍କୃତିକ ମହତ୍ତ୍ୱ ଅଛି । ଦଶମୂଳ ଆୟୁର୍ବେଦିକ ଔଷଧ ପ୍ରଭୁଙ୍କୁ ଅର୍ପଣ କରାଯାଏ । ଏହି ପରମ୍ପରା ଓଡ଼ିଆ ସମାଜର ସ୍ୱାସ୍ଥ୍ୟ ଚେତନାର ପ୍ରତୀକ । ଭକ୍ତମାନେ ମଧ୍ୟ ଏହି ଅବସରରେ ଔଷଧ ପ୍ରସାଦ ଗ୍ରହଣ କରନ୍ତି । ଶ୍ରୀକ୍ଷେତ୍ରର ବୈଦ୍ୟସେବା ବିଷୟରେ ଅନେକ ଗ୍ରନ୍ଥରେ ଉଲ୍ଲେଖ ରହିଛି । ନୂଆ ପିଢ଼ି ଏହି ଐତିହ୍ୟ ବିଷୟରେ ଜାଣିବା ଆବଶ୍ୟକ । — [4, 901, 349, 1003]
sudoku-cell[interactable]: 9 — [1308, 1967, 1334, 1993]
smart-city-section — [4, 1716, 1140, 2296]
solution-cell — [1433, 2105, 1455, 2125]
letter2-author: ସନାତନ ଦାସ, ରାଉରପୁର — [1398, 1449, 1496, 1461]
sudoku-cell[interactable] — [1283, 1942, 1309, 1968]
dharitri-quote-box — [344, 4, 1134, 104]
author-photo-durgananda — [624, 1230, 736, 1362]
grey-bar — [960, 2312, 990, 2326]
solution-cell — [1344, 2045, 1366, 2065]
kshetra-section — [4, 900, 1140, 1700]
solution-cell — [1321, 2125, 1343, 2145]
sudoku-cell[interactable] — [1257, 1763, 1283, 1789]
cyan-dot — [700, 2311, 716, 2327]
